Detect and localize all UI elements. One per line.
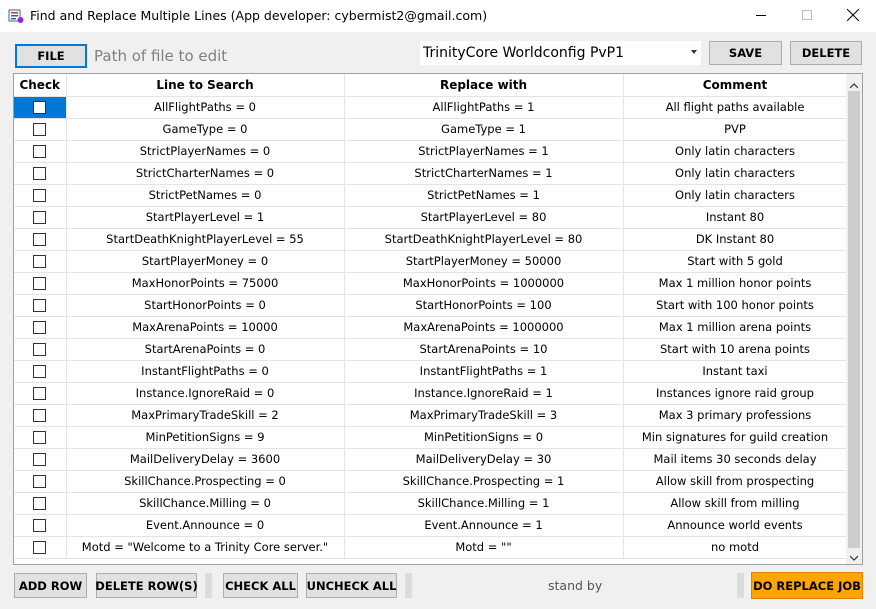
file-path-input[interactable]: Path of file to edit <box>94 47 228 65</box>
comment-cell[interactable]: Mail items 30 seconds delay <box>623 448 847 470</box>
comment-cell[interactable]: All flight paths available <box>623 96 847 118</box>
table-row[interactable] <box>14 96 847 118</box>
row-checkbox[interactable] <box>33 211 46 224</box>
replace-cell[interactable]: StrictPlayerNames = 1 <box>344 140 623 162</box>
check-cell[interactable] <box>14 294 66 316</box>
comment-cell[interactable]: Allow skill from prospecting <box>623 470 847 492</box>
check-cell[interactable] <box>14 96 66 118</box>
table-row[interactable] <box>14 338 847 360</box>
table-row[interactable] <box>14 272 847 294</box>
title-bar <box>0 0 876 32</box>
table-row[interactable] <box>14 360 847 382</box>
check-cell[interactable] <box>14 426 66 448</box>
close-window-button[interactable] <box>830 0 876 32</box>
search-cell[interactable]: Event.Announce = 0 <box>66 514 344 536</box>
do-replace-job-button[interactable]: DO REPLACE JOB <box>751 572 863 599</box>
minimize-button[interactable] <box>738 0 784 32</box>
check-cell[interactable] <box>14 448 66 470</box>
table-row[interactable] <box>14 426 847 448</box>
table-row[interactable] <box>14 162 847 184</box>
search-cell[interactable]: Motd = "Welcome to a Trinity Core server." <box>66 536 344 558</box>
check-cell[interactable] <box>14 492 66 514</box>
chevron-down-icon[interactable] <box>691 50 697 54</box>
search-cell[interactable]: Instance.IgnoreRaid = 0 <box>66 382 344 404</box>
search-cell[interactable]: StartHonorPoints = 0 <box>66 294 344 316</box>
comment-cell[interactable]: PVP <box>623 118 847 140</box>
comment-cell[interactable]: Allow skill from milling <box>623 492 847 514</box>
replace-cell[interactable]: MailDeliveryDelay = 30 <box>344 448 623 470</box>
comment-cell[interactable]: Start with 5 gold <box>623 250 847 272</box>
check-all-button[interactable]: CHECK ALL <box>223 573 298 598</box>
check-cell[interactable] <box>14 316 66 338</box>
row-checkbox[interactable] <box>33 299 46 312</box>
column-header-replace[interactable]: Replace with <box>344 74 623 96</box>
row-checkbox[interactable] <box>33 431 46 444</box>
toolbar-separator <box>205 573 212 598</box>
comment-cell[interactable]: Announce world events <box>623 514 847 536</box>
search-cell[interactable]: StartArenaPoints = 0 <box>66 338 344 360</box>
table-row[interactable] <box>14 184 847 206</box>
replace-cell[interactable]: MaxPrimaryTradeSkill = 3 <box>344 404 623 426</box>
table-row[interactable] <box>14 140 847 162</box>
replace-cell[interactable]: SkillChance.Prospecting = 1 <box>344 470 623 492</box>
search-cell[interactable]: StartDeathKnightPlayerLevel = 55 <box>66 228 344 250</box>
check-cell[interactable] <box>14 206 66 228</box>
replace-cell[interactable]: MaxHonorPoints = 1000000 <box>344 272 623 294</box>
check-cell[interactable] <box>14 404 66 426</box>
vertical-scrollbar[interactable] <box>846 74 862 564</box>
check-cell[interactable] <box>14 470 66 492</box>
check-cell[interactable] <box>14 338 66 360</box>
search-cell[interactable]: MailDeliveryDelay = 3600 <box>66 448 344 470</box>
scroll-down-icon[interactable] <box>850 551 858 559</box>
scroll-up-icon[interactable] <box>850 79 858 87</box>
search-cell[interactable]: GameType = 0 <box>66 118 344 140</box>
row-checkbox[interactable] <box>33 453 46 466</box>
row-checkbox[interactable] <box>33 145 46 158</box>
comment-cell[interactable]: no motd <box>623 536 847 558</box>
row-checkbox[interactable] <box>33 365 46 378</box>
search-cell[interactable]: StrictPetNames = 0 <box>66 184 344 206</box>
table-row[interactable] <box>14 448 847 470</box>
search-cell[interactable]: MaxHonorPoints = 75000 <box>66 272 344 294</box>
replace-cell[interactable]: StartPlayerLevel = 80 <box>344 206 623 228</box>
file-button[interactable]: FILE <box>15 44 87 68</box>
replace-cell[interactable]: StartPlayerMoney = 50000 <box>344 250 623 272</box>
table-row[interactable] <box>14 492 847 514</box>
column-header-comment[interactable]: Comment <box>623 74 847 96</box>
comment-cell[interactable]: Instances ignore raid group <box>623 382 847 404</box>
comment-cell[interactable]: Only latin characters <box>623 184 847 206</box>
search-cell[interactable]: MaxPrimaryTradeSkill = 2 <box>66 404 344 426</box>
comment-cell[interactable]: Min signatures for guild creation <box>623 426 847 448</box>
add-row-button[interactable]: ADD ROW <box>14 573 87 598</box>
row-checkbox[interactable] <box>33 167 46 180</box>
table-row[interactable] <box>14 514 847 536</box>
table-row[interactable] <box>14 382 847 404</box>
replace-cell[interactable]: StrictPetNames = 1 <box>344 184 623 206</box>
row-checkbox[interactable] <box>33 497 46 510</box>
replace-cell[interactable]: MaxArenaPoints = 1000000 <box>344 316 623 338</box>
check-cell[interactable] <box>14 382 66 404</box>
maximize-icon <box>802 9 812 23</box>
search-cell[interactable]: MinPetitionSigns = 9 <box>66 426 344 448</box>
check-cell[interactable] <box>14 184 66 206</box>
comment-cell[interactable]: DK Instant 80 <box>623 228 847 250</box>
check-cell[interactable] <box>14 162 66 184</box>
row-checkbox[interactable] <box>33 409 46 422</box>
row-checkbox[interactable] <box>33 519 46 532</box>
window-title: Find and Replace Multiple Lines (App developer: cybermist2@gmail.com) <box>30 8 488 23</box>
replace-cell[interactable]: StartHonorPoints = 100 <box>344 294 623 316</box>
replace-cell[interactable]: StrictCharterNames = 1 <box>344 162 623 184</box>
row-checkbox[interactable] <box>33 321 46 334</box>
check-cell[interactable] <box>14 228 66 250</box>
row-checkbox[interactable] <box>33 101 46 114</box>
search-cell[interactable]: SkillChance.Milling = 0 <box>66 492 344 514</box>
table-row[interactable] <box>14 470 847 492</box>
status-text: stand by <box>548 578 603 593</box>
comment-cell[interactable]: Instant 80 <box>623 206 847 228</box>
row-checkbox[interactable] <box>33 541 46 554</box>
table-row[interactable] <box>14 404 847 426</box>
comment-cell[interactable]: Start with 100 honor points <box>623 294 847 316</box>
delete-rows-button[interactable]: DELETE ROW(S) <box>96 573 197 598</box>
table-header-row <box>14 74 847 96</box>
table-row[interactable] <box>14 536 847 558</box>
search-cell[interactable]: StartPlayerMoney = 0 <box>66 250 344 272</box>
search-cell[interactable]: InstantFlightPaths = 0 <box>66 360 344 382</box>
replace-cell[interactable]: Event.Announce = 1 <box>344 514 623 536</box>
table-row[interactable] <box>14 228 847 250</box>
comment-cell[interactable]: Max 1 million honor points <box>623 272 847 294</box>
check-cell[interactable] <box>14 536 66 558</box>
check-cell[interactable] <box>14 272 66 294</box>
search-cell[interactable]: StartPlayerLevel = 1 <box>66 206 344 228</box>
replace-cell[interactable]: Motd = "" <box>344 536 623 558</box>
replace-cell[interactable]: AllFlightPaths = 1 <box>344 96 623 118</box>
row-checkbox[interactable] <box>33 387 46 400</box>
replace-cell[interactable]: StartArenaPoints = 10 <box>344 338 623 360</box>
comment-cell[interactable]: Instant taxi <box>623 360 847 382</box>
table-row[interactable] <box>14 294 847 316</box>
replace-cell[interactable]: Instance.IgnoreRaid = 1 <box>344 382 623 404</box>
replace-cell[interactable]: SkillChance.Milling = 1 <box>344 492 623 514</box>
save-button[interactable]: SAVE <box>709 41 782 65</box>
row-checkbox[interactable] <box>33 233 46 246</box>
row-checkbox[interactable] <box>33 123 46 136</box>
replace-cell[interactable]: GameType = 1 <box>344 118 623 140</box>
row-checkbox[interactable] <box>33 475 46 488</box>
row-checkbox[interactable] <box>33 189 46 202</box>
uncheck-all-button[interactable]: UNCHECK ALL <box>306 573 397 598</box>
toolbar-separator <box>737 573 744 598</box>
search-cell[interactable]: StrictCharterNames = 0 <box>66 162 344 184</box>
config-select[interactable] <box>420 41 701 65</box>
replace-cell[interactable]: MinPetitionSigns = 0 <box>344 426 623 448</box>
minimize-icon <box>756 9 766 23</box>
replace-rules-table[interactable] <box>13 73 863 565</box>
search-cell[interactable]: SkillChance.Prospecting = 0 <box>66 470 344 492</box>
comment-cell[interactable]: Start with 10 arena points <box>623 338 847 360</box>
row-checkbox[interactable] <box>33 255 46 268</box>
search-cell[interactable]: AllFlightPaths = 0 <box>66 96 344 118</box>
toolbar-separator <box>405 573 412 598</box>
config-select-value: TrinityCore Worldconfig PvP1 <box>423 45 625 61</box>
table-row[interactable] <box>14 316 847 338</box>
replace-cell[interactable]: StartDeathKnightPlayerLevel = 80 <box>344 228 623 250</box>
column-header-search[interactable]: Line to Search <box>66 74 344 96</box>
comment-cell[interactable]: Only latin characters <box>623 140 847 162</box>
delete-button[interactable]: DELETE <box>790 41 862 65</box>
row-checkbox[interactable] <box>33 277 46 290</box>
maximize-button[interactable] <box>784 0 830 32</box>
check-cell[interactable] <box>14 118 66 140</box>
table-row[interactable] <box>14 250 847 272</box>
search-cell[interactable]: StrictPlayerNames = 0 <box>66 140 344 162</box>
comment-cell[interactable]: Only latin characters <box>623 162 847 184</box>
check-cell[interactable] <box>14 140 66 162</box>
column-header-check[interactable]: Check <box>14 74 66 96</box>
row-checkbox[interactable] <box>33 343 46 356</box>
check-cell[interactable] <box>14 514 66 536</box>
check-cell[interactable] <box>14 360 66 382</box>
replace-cell[interactable]: InstantFlightPaths = 1 <box>344 360 623 382</box>
search-cell[interactable]: MaxArenaPoints = 10000 <box>66 316 344 338</box>
check-cell[interactable] <box>14 250 66 272</box>
table-row[interactable] <box>14 118 847 140</box>
close-icon <box>847 9 859 24</box>
app-icon <box>8 8 24 24</box>
scrollbar-thumb[interactable] <box>848 91 860 548</box>
table-row[interactable] <box>14 206 847 228</box>
comment-cell[interactable]: Max 3 primary professions <box>623 404 847 426</box>
comment-cell[interactable]: Max 1 million arena points <box>623 316 847 338</box>
